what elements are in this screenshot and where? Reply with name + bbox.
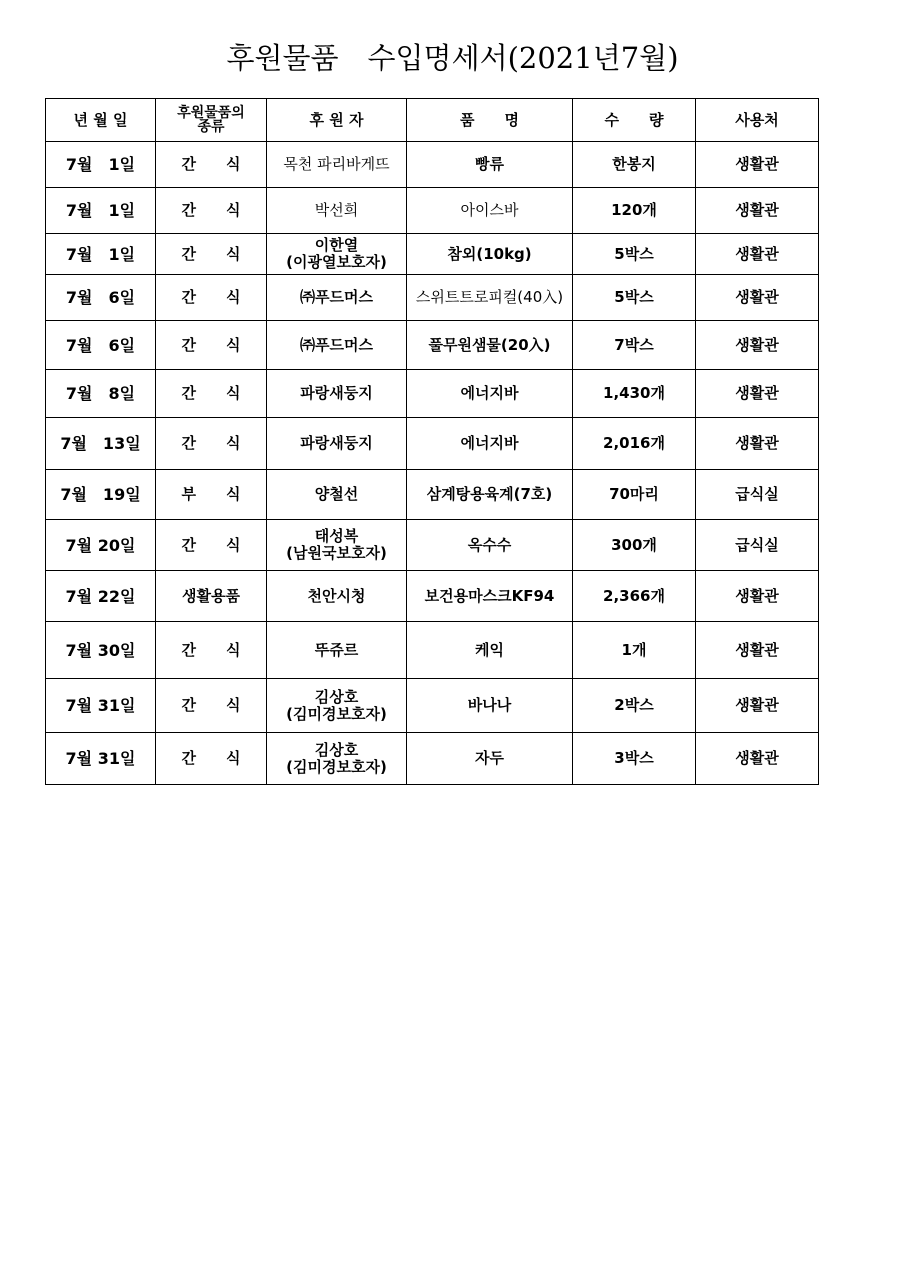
cell-donor: 파랑새둥지: [267, 370, 407, 418]
cell-usage: 생활관: [696, 234, 819, 275]
table-row: [46, 733, 819, 785]
cell-quantity: 5박스: [573, 234, 696, 275]
header-usage: 사용처: [696, 99, 819, 142]
cell-usage: 생활관: [696, 418, 819, 470]
cell-date: 7월 6일: [46, 321, 156, 370]
cell-type: 간 식: [156, 418, 267, 470]
cell-date: 7월 1일: [46, 188, 156, 234]
table-row: [46, 418, 819, 470]
table-row: [46, 321, 819, 370]
cell-type: 부 식: [156, 470, 267, 520]
table-row: [46, 275, 819, 321]
header-date: 년 월 일: [46, 99, 156, 142]
cell-type: 간 식: [156, 733, 267, 785]
cell-usage: 급식실: [696, 470, 819, 520]
cell-type: 간 식: [156, 679, 267, 733]
cell-donor: 뚜쥬르: [267, 622, 407, 679]
cell-donor: [267, 520, 407, 571]
cell-date: 7월 22일: [46, 571, 156, 622]
cell-usage: 생활관: [696, 188, 819, 234]
donor-guardian: (남원국보호자): [286, 544, 387, 562]
table-row: [46, 370, 819, 418]
donor-name: 김상호: [314, 687, 359, 706]
cell-date: 7월 1일: [46, 142, 156, 188]
table-row: [46, 188, 819, 234]
cell-item: 빵류: [407, 142, 573, 188]
cell-item: 에너지바: [407, 418, 573, 470]
cell-item: 케익: [407, 622, 573, 679]
cell-donor: 파랑새둥지: [267, 418, 407, 470]
cell-usage: 생활관: [696, 370, 819, 418]
cell-date: 7월 31일: [46, 679, 156, 733]
cell-quantity: 2,016개: [573, 418, 696, 470]
cell-quantity: 7박스: [573, 321, 696, 370]
header-donor: 후 원 자: [267, 99, 407, 142]
cell-type: 간 식: [156, 520, 267, 571]
cell-item: 아이스바: [407, 188, 573, 234]
cell-usage: 생활관: [696, 733, 819, 785]
cell-quantity: 5박스: [573, 275, 696, 321]
cell-quantity: 70마리: [573, 470, 696, 520]
cell-donor: 목천 파리바게뜨: [267, 142, 407, 188]
cell-date: 7월 6일: [46, 275, 156, 321]
cell-date: 7월 1일: [46, 234, 156, 275]
cell-item: 보건용마스크KF94: [407, 571, 573, 622]
header-row: [46, 99, 819, 142]
table-row: [46, 520, 819, 571]
donor-name: 이한열: [314, 236, 359, 254]
cell-quantity: 1개: [573, 622, 696, 679]
cell-quantity: 1,430개: [573, 370, 696, 418]
cell-quantity: 한봉지: [573, 142, 696, 188]
donor-guardian: (김미경보호자): [286, 757, 387, 776]
cell-donor: [267, 679, 407, 733]
cell-donor: 박선희: [267, 188, 407, 234]
cell-date: 7월 30일: [46, 622, 156, 679]
cell-donor: 양철선: [267, 470, 407, 520]
cell-type: 간 식: [156, 370, 267, 418]
donor-guardian: (이광열보호자): [286, 253, 387, 271]
cell-quantity: 2,366개: [573, 571, 696, 622]
donor-name: 태성복: [314, 527, 359, 545]
cell-usage: 생활관: [696, 679, 819, 733]
cell-item: 바나나: [407, 679, 573, 733]
cell-item: 자두: [407, 733, 573, 785]
cell-item: 스위트트로피컬(40入): [407, 275, 573, 321]
cell-date: 7월 19일: [46, 470, 156, 520]
cell-donor: [267, 733, 407, 785]
document-title: 후원물품 수입명세서(2021년7월): [226, 41, 679, 75]
table-row: [46, 622, 819, 679]
cell-date: 7월 31일: [46, 733, 156, 785]
table-row: [46, 142, 819, 188]
header-item: 품 명: [407, 99, 573, 142]
table-row: [46, 470, 819, 520]
cell-quantity: 120개: [573, 188, 696, 234]
cell-item: 삼계탕용육계(7호): [407, 470, 573, 520]
donation-table: [45, 98, 819, 785]
cell-donor: ㈜푸드머스: [267, 321, 407, 370]
cell-usage: 생활관: [696, 622, 819, 679]
cell-quantity: 300개: [573, 520, 696, 571]
table-row: [46, 234, 819, 275]
table-row: [46, 679, 819, 733]
cell-item: 옥수수: [407, 520, 573, 571]
cell-usage: 생활관: [696, 275, 819, 321]
cell-type: 간 식: [156, 275, 267, 321]
cell-type: 간 식: [156, 622, 267, 679]
cell-type: 생활용품: [156, 571, 267, 622]
cell-donor: ㈜푸드머스: [267, 275, 407, 321]
cell-donor: [267, 234, 407, 275]
cell-item: 에너지바: [407, 370, 573, 418]
cell-usage: 급식실: [696, 520, 819, 571]
cell-usage: 생활관: [696, 142, 819, 188]
cell-date: 7월 20일: [46, 520, 156, 571]
cell-date: 7월 8일: [46, 370, 156, 418]
cell-usage: 생활관: [696, 321, 819, 370]
cell-type: 간 식: [156, 142, 267, 188]
header-quantity: 수 량: [573, 99, 696, 142]
cell-quantity: 2박스: [573, 679, 696, 733]
cell-date: 7월 13일: [46, 418, 156, 470]
header-type: 후원물품의 종류: [156, 99, 267, 142]
cell-usage: 생활관: [696, 571, 819, 622]
cell-type: 간 식: [156, 234, 267, 275]
cell-type: 간 식: [156, 188, 267, 234]
cell-item: 풀무원샘물(20入): [407, 321, 573, 370]
cell-type: 간 식: [156, 321, 267, 370]
donor-name: 김상호: [314, 740, 359, 759]
cell-donor: 천안시청: [267, 571, 407, 622]
cell-quantity: 3박스: [573, 733, 696, 785]
donor-guardian: (김미경보호자): [286, 704, 387, 723]
table-row: [46, 571, 819, 622]
cell-item: 참외(10kg): [407, 234, 573, 275]
